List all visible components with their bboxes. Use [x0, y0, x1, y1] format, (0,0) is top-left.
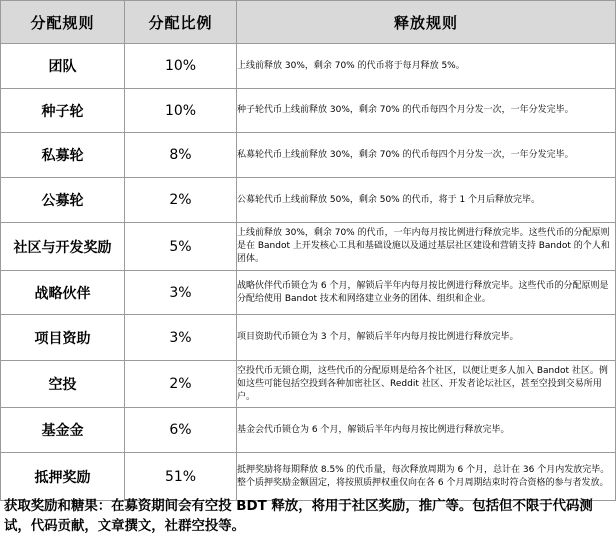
header-allocation-percent: 分配比例 — [125, 1, 237, 44]
row-name: 公募轮 — [1, 178, 125, 223]
table-row — [1, 133, 616, 178]
row-release-rule: 上线前释放 30%，剩余 70% 的代币将于每月释放 5%。 — [237, 44, 616, 89]
row-release-rule: 私募轮代币上线前释放 30%，剩余 70% 的代币每四个月分发一次，一年分发完毕。 — [237, 133, 616, 178]
row-name: 战略伙伴 — [1, 271, 125, 315]
row-percent: 3% — [125, 315, 237, 361]
table-row — [1, 223, 616, 271]
row-name: 社区与开发奖励 — [1, 223, 125, 271]
row-release-rule: 抵押奖励将每期释放 8.5% 的代币量，每次释放周期为 6 个月，总计在 36 个月内发放完毕。整个质押奖励金额固定，将按照质押权重仅向在各 6 个月周期结束时符合资格的参与者发放。 — [237, 453, 616, 501]
table-row — [1, 361, 616, 408]
row-percent: 2% — [125, 361, 237, 408]
table-row — [1, 453, 616, 501]
header-allocation-rule: 分配规则 — [1, 1, 125, 44]
row-name: 抵押奖励 — [1, 453, 125, 501]
row-percent: 3% — [125, 271, 237, 315]
row-release-rule: 公募轮代币上线前释放 50%，剩余 50% 的代币，将于 1 个月后释放完毕。 — [237, 178, 616, 223]
row-percent: 10% — [125, 89, 237, 133]
row-percent: 8% — [125, 133, 237, 178]
row-percent: 2% — [125, 178, 237, 223]
row-release-rule: 空投代币无锁仓期，这些代币的分配原则是给各个社区，以便让更多人加入 Bandot 社区。例如这些可能包括空投到各种加密社区、Reddit 社区、开发者论坛社区，甚至空投到交易所用户。 — [237, 361, 616, 408]
row-percent: 5% — [125, 223, 237, 271]
row-name: 基金金 — [1, 408, 125, 453]
row-name: 种子轮 — [1, 89, 125, 133]
row-percent: 10% — [125, 44, 237, 89]
row-name: 空投 — [1, 361, 125, 408]
row-release-rule: 种子轮代币上线前释放 30%，剩余 70% 的代币每四个月分发一次，一年分发完毕。 — [237, 89, 616, 133]
header-release-rule: 释放规则 — [237, 1, 616, 44]
row-percent: 6% — [125, 408, 237, 453]
table-header-row — [1, 1, 616, 44]
table-row — [1, 271, 616, 315]
row-name: 团队 — [1, 44, 125, 89]
table-row — [1, 315, 616, 361]
row-name: 私募轮 — [1, 133, 125, 178]
row-name: 项目资助 — [1, 315, 125, 361]
row-release-rule: 项目资助代币锁仓为 3 个月，解锁后半年内每月按比例进行释放完毕。 — [237, 315, 616, 361]
rewards-footnote: 获取奖励和糖果：在募资期间会有空投 BDT 释放，将用于社区奖励，推广等。包括但不限于代码测试，代码贡献，文章撰文，社群空投等。 — [4, 499, 593, 534]
table-row — [1, 178, 616, 223]
row-release-rule: 上线前释放 30%，剩余 70% 的代币，一年内每月按比例进行释放完毕。这些代币的分配原则是在 Bandot 上开发核心工具和基础设施以及通过基层社区建设和营销支持 Bandot 的个人和团体。 — [237, 223, 616, 271]
row-percent: 51% — [125, 453, 237, 501]
table-row — [1, 44, 616, 89]
row-release-rule: 战略伙伴代币锁仓为 6 个月，解锁后半年内每月按比例进行释放完毕。这些代币的分配原则是分配给使用 Bandot 技术和网络建立业务的团体、组织和企业。 — [237, 271, 616, 315]
row-release-rule: 基金会代币锁仓为 6 个月，解锁后半年内每月按比例进行释放完毕。 — [237, 408, 616, 453]
table-row — [1, 408, 616, 453]
table-row — [1, 89, 616, 133]
